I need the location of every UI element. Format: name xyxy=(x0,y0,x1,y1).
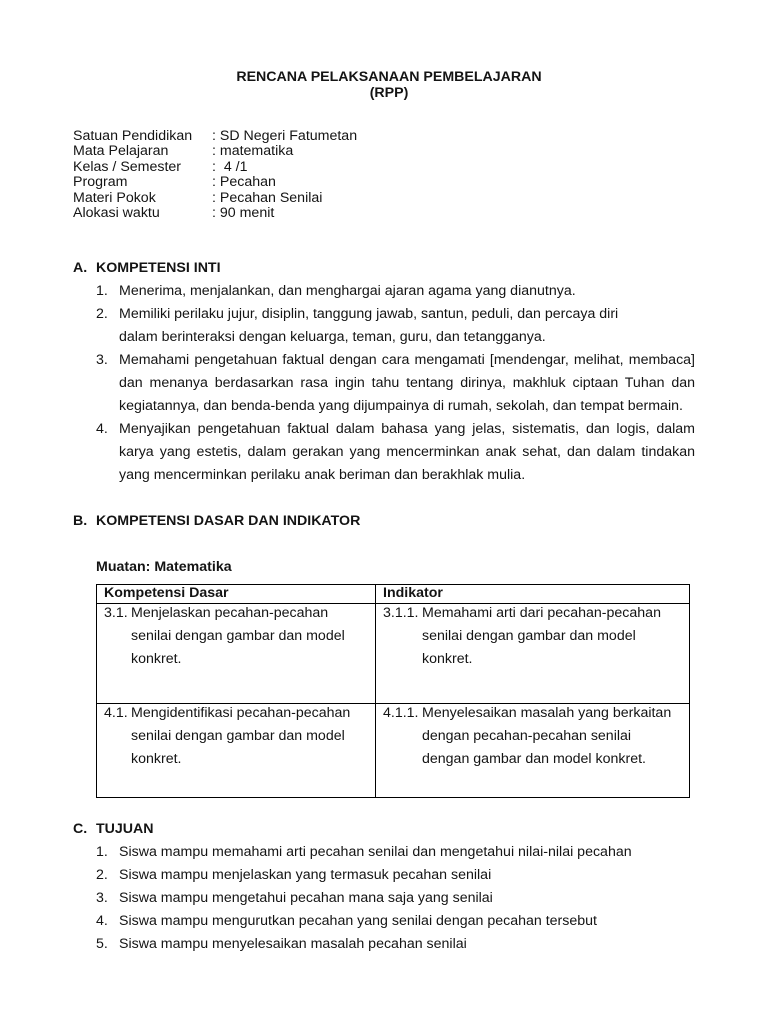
item-text-line: Menyajikan pengetahuan faktual dalam bahasa yang jelas, sistematis, dan logis, dalam xyxy=(119,421,695,438)
objectives-list xyxy=(96,841,695,956)
indicator-text-line: dengan pecahan-pecahan senilai xyxy=(422,728,632,744)
item-number: 4. xyxy=(96,421,108,438)
column-header-basic-competency: Kompetensi Dasar xyxy=(97,585,376,604)
identity-label: Program xyxy=(73,174,128,191)
item-text-line: Menerima, menjalankan, dan menghargai ajaran agama yang dianutnya. xyxy=(119,282,576,299)
section-title: TUJUAN xyxy=(96,821,154,837)
item-number: 5. xyxy=(96,935,108,952)
indicator-entry xyxy=(383,602,689,671)
item-text-line: dalam berinteraksi dengan keluarga, teman, guru, dan tetangganya. xyxy=(119,328,546,345)
document-title: RENCANA PELAKSANAAN PEMBELAJARAN xyxy=(236,69,542,85)
identity-row-time xyxy=(73,206,357,221)
table-cell-kd xyxy=(97,704,376,798)
identity-block xyxy=(73,129,357,221)
item-number: 4. xyxy=(96,912,108,929)
identity-value: : 90 menit xyxy=(212,205,275,222)
identity-label: Materi Pokok xyxy=(73,189,156,206)
item-number: 2. xyxy=(96,866,108,883)
identity-value: : SD Negeri Fatumetan xyxy=(212,128,358,144)
indicator-number: 3.1.1. xyxy=(383,605,419,621)
item-text-line: Memahami pengetahuan faktual dengan cara mengamati [mendengar, melihat, membaca] xyxy=(119,351,695,368)
item-text-line: Siswa mampu memahami arti pecahan senilai dan mengetahui nilai-nilai pecahan xyxy=(119,843,632,860)
item-text-line: karya yang estetis, dalam gerakan yang mencerminkan anak sehat, dan dalam tindakan xyxy=(119,444,695,461)
section-marker: A. xyxy=(73,260,88,276)
table-cell-kd xyxy=(97,604,376,704)
indicator-text-line: Menyelesaikan masalah yang berkaitan xyxy=(422,705,672,721)
indicator-text-line: Memahami arti dari pecahan-pecahan xyxy=(422,605,661,621)
item-number: 1. xyxy=(96,843,108,860)
competency-indicator-table xyxy=(96,584,690,798)
list-item xyxy=(96,349,695,418)
item-number: 3. xyxy=(96,351,108,368)
core-competency-list xyxy=(96,280,695,488)
kd-number: 4.1. xyxy=(104,705,128,721)
list-item xyxy=(96,933,695,956)
list-item xyxy=(96,303,695,349)
identity-row-class xyxy=(73,160,357,175)
kd-text-line: Mengidentifikasi pecahan-pecahan xyxy=(131,705,351,721)
subject-label: Muatan: Matematika xyxy=(96,559,232,575)
list-item xyxy=(96,910,695,933)
identity-value: : matematika xyxy=(212,143,294,160)
item-number: 1. xyxy=(96,282,108,299)
kd-entry xyxy=(104,602,375,671)
identity-row-topic xyxy=(73,191,357,206)
item-text-line: Memiliki perilaku jujur, disiplin, tanggung jawab, santun, peduli, dan percaya diri xyxy=(119,305,619,322)
list-item xyxy=(96,841,695,864)
item-text-line: dan menanya berdasarkan rasa ingin tahu tentang dirinya, makhluk ciptaan Tuhan dan xyxy=(119,374,695,391)
identity-label: Mata Pelajaran xyxy=(73,143,169,160)
list-item xyxy=(96,864,695,887)
kd-number: 3.1. xyxy=(104,605,128,621)
section-a-heading xyxy=(73,260,221,276)
item-text-line: Siswa mampu mengurutkan pecahan yang senilai dengan pecahan tersebut xyxy=(119,912,597,929)
indicator-entry xyxy=(383,702,689,771)
list-item xyxy=(96,418,695,487)
section-title: KOMPETENSI DASAR DAN INDIKATOR xyxy=(96,513,361,529)
section-title: KOMPETENSI INTI xyxy=(96,260,221,276)
identity-value: : 4 /1 xyxy=(212,158,248,175)
section-c-heading xyxy=(73,821,154,837)
table-row xyxy=(97,604,690,704)
section-b-heading xyxy=(73,513,360,529)
item-number: 2. xyxy=(96,305,108,322)
kd-text-line: senilai dengan gambar dan model xyxy=(131,728,345,744)
indicator-text-line: senilai dengan gambar dan model xyxy=(422,628,636,644)
identity-label: Satuan Pendidikan xyxy=(73,128,193,144)
document-subtitle: (RPP) xyxy=(369,85,409,101)
kd-text-line: senilai dengan gambar dan model xyxy=(131,628,345,644)
identity-label: Kelas / Semester xyxy=(73,158,182,175)
identity-value: : Pecahan Senilai xyxy=(212,189,323,206)
item-number: 3. xyxy=(96,889,108,906)
identity-label: Alokasi waktu xyxy=(73,205,160,222)
table-cell-indicator xyxy=(376,704,690,798)
column-header-indicator: Indikator xyxy=(376,585,690,604)
table-row xyxy=(97,704,690,798)
identity-row-subject xyxy=(73,144,357,159)
kd-entry xyxy=(104,702,375,771)
item-text-line: Siswa mampu menjelaskan yang termasuk pecahan senilai xyxy=(119,866,492,883)
document-title-block xyxy=(78,69,700,101)
identity-row-program xyxy=(73,175,357,190)
section-marker: C. xyxy=(73,821,88,837)
section-marker: B. xyxy=(73,513,88,529)
item-text-line: Siswa mampu mengetahui pecahan mana saja yang senilai xyxy=(119,889,493,906)
list-item xyxy=(96,887,695,910)
table-header-row xyxy=(97,585,690,604)
kd-text-line: konkret. xyxy=(131,651,182,667)
identity-value: : Pecahan xyxy=(212,174,276,191)
table-cell-indicator xyxy=(376,604,690,704)
indicator-number: 4.1.1. xyxy=(383,705,419,721)
kd-text-line: Menjelaskan pecahan-pecahan xyxy=(131,605,329,621)
item-text-line: yang mencerminkan perilaku anak beriman dan berakhlak mulia. xyxy=(119,467,526,484)
identity-row-school xyxy=(73,129,357,144)
item-text-line: kegiatannya, dan benda-benda yang dijumpainya di rumah, sekolah, dan tempat bermain. xyxy=(119,397,683,414)
list-item xyxy=(96,280,695,303)
indicator-text-line: dengan gambar dan model konkret. xyxy=(422,751,646,767)
kd-text-line: konkret. xyxy=(131,751,182,767)
indicator-text-line: konkret. xyxy=(422,651,473,667)
item-text-line: Siswa mampu menyelesaikan masalah pecahan senilai xyxy=(119,935,467,952)
